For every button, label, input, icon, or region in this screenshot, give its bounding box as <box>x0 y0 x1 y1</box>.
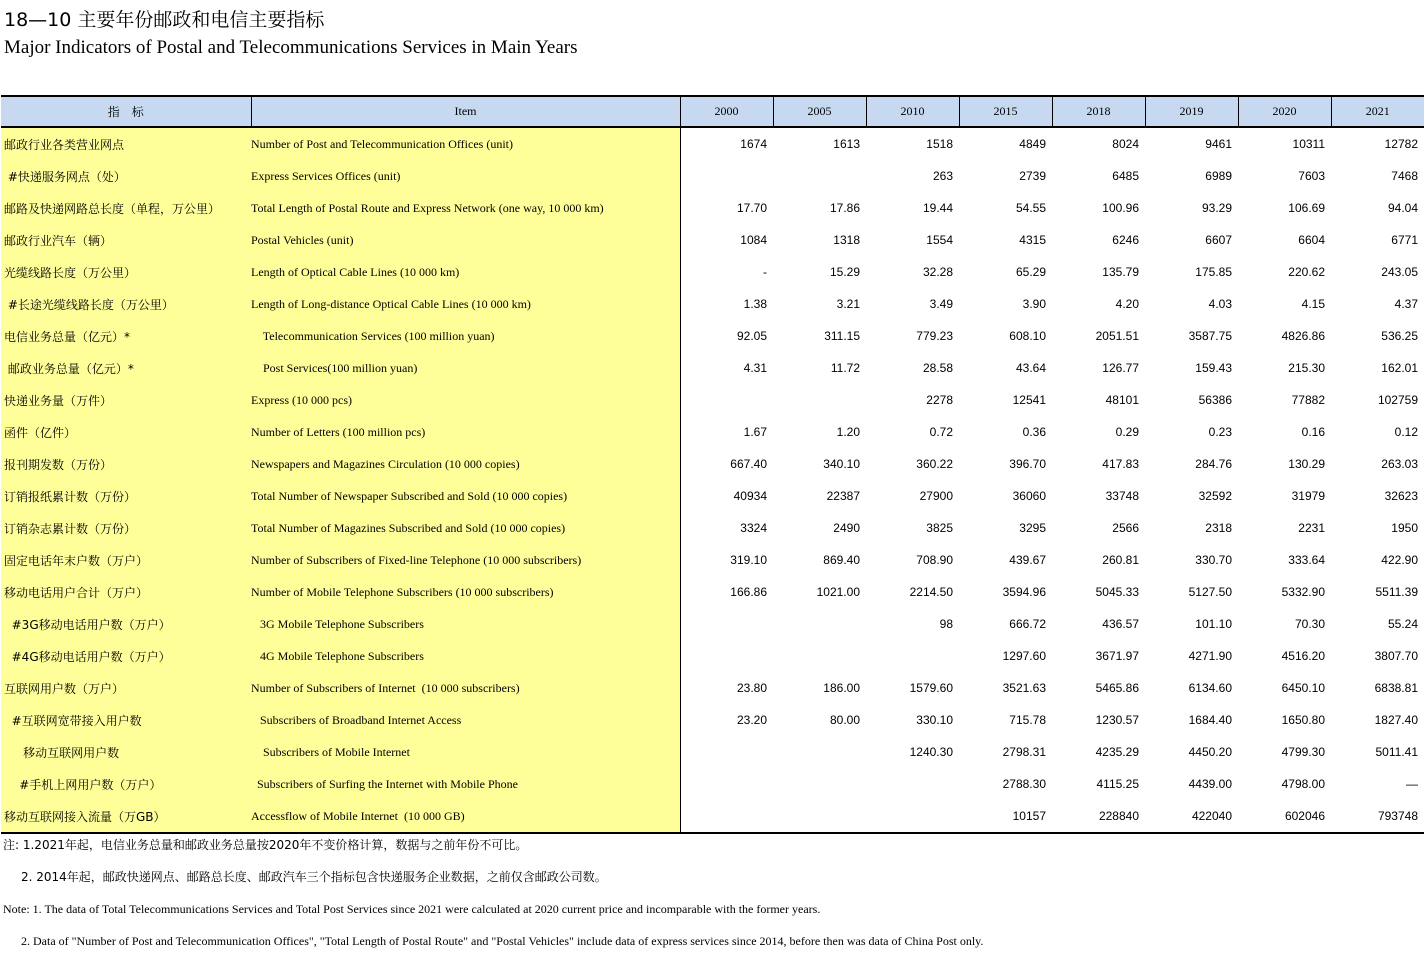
value-cell: 1650.80 <box>1281 713 1325 727</box>
row-label-en: Subscribers of Broadband Internet Access <box>251 704 680 736</box>
value-cell: 417.83 <box>1102 457 1139 471</box>
value-cell: 1684.40 <box>1188 713 1232 727</box>
row-label-en: Length of Optical Cable Lines (10 000 km) <box>251 256 680 288</box>
value-cell <box>680 640 773 672</box>
value-cell: 1674 <box>740 137 767 151</box>
notes <box>3 836 983 964</box>
value-cell: 2231 <box>1298 521 1325 535</box>
value-cell: 715.78 <box>1009 713 1046 727</box>
value-cell: 4235.29 <box>1095 745 1139 759</box>
value-cell <box>680 768 773 800</box>
row-label-en: Subscribers of Surfing the Internet with Mobile Phone <box>251 768 680 800</box>
value-cell: 228840 <box>1052 800 1145 833</box>
value-cell: 215.30 <box>1288 361 1325 375</box>
value-cell <box>773 800 866 833</box>
value-cell: 330.10 <box>916 713 953 727</box>
value-cell: 2739 <box>1019 169 1046 183</box>
value-cell: 1021.00 <box>816 585 860 599</box>
value-cell: 0.36 <box>1022 425 1046 439</box>
value-cell: 2798.31 <box>1002 745 1046 759</box>
row-label-cn: #手机上网用户数（万户） <box>1 768 251 800</box>
value-cell: 436.57 <box>1102 617 1139 631</box>
value-cell: 4439.00 <box>1188 777 1232 791</box>
row-label-en: 3G Mobile Telephone Subscribers <box>251 608 680 640</box>
value-cell <box>773 608 866 640</box>
value-cell <box>866 768 959 800</box>
row-label-en: Number of Post and Telecommunication Offices (unit) <box>251 127 680 160</box>
value-cell: 311.15 <box>824 329 860 343</box>
value-cell: 17.70 <box>736 201 767 215</box>
value-cell: 19.44 <box>922 201 953 215</box>
table-row <box>1 160 1424 192</box>
value-cell: 22387 <box>826 489 860 503</box>
value-cell: 340.10 <box>823 457 860 471</box>
header-year: 2021 <box>1331 96 1424 127</box>
value-cell: 779.23 <box>916 329 953 343</box>
value-cell <box>680 800 773 833</box>
value-cell: 80.00 <box>829 713 860 727</box>
row-label-en: Total Number of Newspaper Subscribed and Sold (10 000 copies) <box>251 480 680 512</box>
row-label-cn: 光缆线路长度（万公里） <box>1 256 251 288</box>
header-row <box>1 96 1424 127</box>
value-cell: 422.90 <box>1381 553 1418 567</box>
value-cell: 77882 <box>1291 393 1325 407</box>
row-label-cn: #快递服务网点（处） <box>1 160 251 192</box>
title-chinese: 18—10 主要年份邮政和电信主要指标 <box>4 9 325 31</box>
table-row <box>1 800 1424 833</box>
value-cell: 6134.60 <box>1188 681 1232 695</box>
value-cell: 2318 <box>1205 521 1232 535</box>
table-row <box>1 672 1424 704</box>
row-label-cn: #4G移动电话用户数（万户） <box>1 640 251 672</box>
table-row <box>1 704 1424 736</box>
header-item: Item <box>251 96 680 127</box>
value-cell: 2490 <box>833 521 860 535</box>
table-row <box>1 256 1424 288</box>
value-cell: 65.29 <box>1015 265 1046 279</box>
value-cell: 5465.86 <box>1095 681 1139 695</box>
value-cell: 4799.30 <box>1281 745 1325 759</box>
row-label-cn: 固定电话年末户数（万户） <box>1 544 251 576</box>
row-label-cn: #3G移动电话用户数（万户） <box>1 608 251 640</box>
value-cell: 101.10 <box>1195 617 1232 631</box>
row-label-cn: 移动电话用户合计（万户） <box>1 576 251 608</box>
value-cell: 1950 <box>1391 521 1418 535</box>
value-cell: 869.40 <box>823 553 860 567</box>
value-cell <box>866 640 959 672</box>
value-cell: 2788.30 <box>1002 777 1046 791</box>
value-cell: 1827.40 <box>1374 713 1418 727</box>
header-year: 2015 <box>959 96 1052 127</box>
table-row <box>1 384 1424 416</box>
value-cell: 6771 <box>1391 233 1418 247</box>
value-cell: 1.67 <box>743 425 767 439</box>
row-label-cn: 移动互联网用户数 <box>1 736 251 768</box>
value-cell: 23.20 <box>736 713 767 727</box>
value-cell: 1240.30 <box>909 745 953 759</box>
value-cell: 17.86 <box>829 201 860 215</box>
row-label-cn: 移动互联网接入流量（万GB） <box>1 800 251 833</box>
value-cell: 31979 <box>1291 489 1325 503</box>
value-cell: 12541 <box>1012 393 1046 407</box>
row-label-cn: 订销报纸累计数（万份） <box>1 480 251 512</box>
value-cell: 333.64 <box>1288 553 1325 567</box>
value-cell: 608.10 <box>1009 329 1046 343</box>
value-cell: 4271.90 <box>1188 649 1232 663</box>
value-cell: 4450.20 <box>1188 745 1232 759</box>
header-year: 2019 <box>1145 96 1238 127</box>
value-cell: 2214.50 <box>909 585 953 599</box>
value-cell: 360.22 <box>916 457 953 471</box>
value-cell: 0.29 <box>1115 425 1139 439</box>
value-cell: 92.05 <box>736 329 767 343</box>
value-cell: 7603 <box>1298 169 1325 183</box>
value-cell: 98 <box>939 617 953 631</box>
value-cell: 2051.51 <box>1095 329 1139 343</box>
value-cell: 166.86 <box>730 585 767 599</box>
row-label-en: Express Services Offices (unit) <box>251 160 680 192</box>
value-cell: 4826.86 <box>1281 329 1325 343</box>
value-cell: 4.37 <box>1394 297 1418 311</box>
table-row <box>1 416 1424 448</box>
row-label-en: Subscribers of Mobile Internet <box>251 736 680 768</box>
value-cell: 330.70 <box>1195 553 1232 567</box>
value-cell: - <box>763 265 767 279</box>
table-row <box>1 224 1424 256</box>
value-cell: 28.58 <box>922 361 953 375</box>
row-label-cn: #长途光缆线路长度（万公里） <box>1 288 251 320</box>
row-label-en: Number of Subscribers of Internet (10 000 subscribers) <box>251 672 680 704</box>
note-line: 2. Data of "Number of Post and Telecommunication Offices", "Total Length of Postal Route" and "Postal Vehicles" include data of express services since 2014, before then was data of China Post only. <box>21 934 984 948</box>
value-cell: 666.72 <box>1009 617 1046 631</box>
value-cell: 1.38 <box>743 297 767 311</box>
value-cell: 6450.10 <box>1281 681 1325 695</box>
row-label-en: Post Services(100 million yuan) <box>251 352 680 384</box>
value-cell: 5511.39 <box>1375 585 1418 599</box>
value-cell: 0.16 <box>1301 425 1325 439</box>
value-cell <box>680 736 773 768</box>
row-label-en: Accessflow of Mobile Internet (10 000 GB) <box>251 800 680 833</box>
table-row <box>1 608 1424 640</box>
value-cell: 3.49 <box>929 297 953 311</box>
value-cell: — <box>1406 777 1418 791</box>
value-cell: 11.72 <box>830 361 860 375</box>
row-label-en: Newspapers and Magazines Circulation (10 000 copies) <box>251 448 680 480</box>
value-cell: 15.29 <box>829 265 860 279</box>
value-cell: 1297.60 <box>1002 649 1046 663</box>
value-cell: 263 <box>932 169 953 183</box>
indicators-table <box>1 95 1424 834</box>
value-cell: 32.28 <box>922 265 953 279</box>
value-cell <box>866 800 959 833</box>
value-cell: 186.00 <box>823 681 860 695</box>
table-row <box>1 288 1424 320</box>
value-cell: 4849 <box>1019 137 1046 151</box>
value-cell <box>680 160 773 192</box>
value-cell: 6246 <box>1112 233 1139 247</box>
value-cell: 27900 <box>919 489 953 503</box>
table-row <box>1 127 1424 160</box>
value-cell: 708.90 <box>916 553 953 567</box>
value-cell: 126.77 <box>1102 361 1139 375</box>
header-year: 2005 <box>773 96 866 127</box>
row-label-cn: 互联网用户数（万户） <box>1 672 251 704</box>
value-cell: 667.40 <box>730 457 767 471</box>
value-cell: 1518 <box>926 137 953 151</box>
table-row <box>1 512 1424 544</box>
value-cell: 284.76 <box>1195 457 1232 471</box>
note-line: 注: 1.2021年起，电信业务总量和邮政业务总量按2020年不变价格计算，数据与之前年份不可比。 <box>3 838 528 852</box>
title-english: Major Indicators of Postal and Telecommunications Services in Main Years <box>4 37 578 58</box>
row-label-cn: #互联网宽带接入用户数 <box>1 704 251 736</box>
value-cell: 23.80 <box>736 681 767 695</box>
value-cell: 1554 <box>926 233 953 247</box>
value-cell: 8024 <box>1112 137 1139 151</box>
value-cell: 43.64 <box>1015 361 1046 375</box>
table-row <box>1 480 1424 512</box>
value-cell: 4.31 <box>743 361 767 375</box>
value-cell: 56386 <box>1198 393 1232 407</box>
value-cell: 6607 <box>1205 233 1232 247</box>
value-cell: 33748 <box>1105 489 1139 503</box>
value-cell: 263.03 <box>1381 457 1418 471</box>
value-cell: 5127.50 <box>1188 585 1232 599</box>
value-cell: 100.96 <box>1102 201 1139 215</box>
row-label-cn: 快递业务量（万件） <box>1 384 251 416</box>
value-cell: 94.04 <box>1387 201 1418 215</box>
value-cell: 260.81 <box>1102 553 1139 567</box>
row-label-cn: 函件（亿件） <box>1 416 251 448</box>
value-cell: 2566 <box>1112 521 1139 535</box>
value-cell: 175.85 <box>1195 265 1232 279</box>
value-cell: 396.70 <box>1009 457 1046 471</box>
row-label-cn: 邮路及快递网路总长度（单程，万公里） <box>1 192 251 224</box>
value-cell: 1.20 <box>836 425 860 439</box>
header-year: 2000 <box>680 96 773 127</box>
value-cell: 4.20 <box>1115 297 1139 311</box>
row-label-en: Total Number of Magazines Subscribed and Sold (10 000 copies) <box>251 512 680 544</box>
row-label-en: Telecommunication Services (100 million yuan) <box>251 320 680 352</box>
value-cell: 4798.00 <box>1281 777 1325 791</box>
row-label-cn: 邮政行业汽车（辆） <box>1 224 251 256</box>
value-cell: 220.62 <box>1288 265 1325 279</box>
header-year: 2018 <box>1052 96 1145 127</box>
value-cell: 5045.33 <box>1095 585 1139 599</box>
table-row <box>1 192 1424 224</box>
value-cell: 243.05 <box>1381 265 1418 279</box>
value-cell: 0.72 <box>929 425 953 439</box>
row-label-en: 4G Mobile Telephone Subscribers <box>251 640 680 672</box>
value-cell: 602046 <box>1238 800 1331 833</box>
value-cell: 319.10 <box>730 553 767 567</box>
note-line: Note: 1. The data of Total Telecommunications Services and Total Post Services since 2021 were calculated at 2020 current price and incomparable with the former years. <box>3 902 821 916</box>
row-label-en: Number of Letters (100 million pcs) <box>251 416 680 448</box>
value-cell: 6485 <box>1112 169 1139 183</box>
value-cell: 1613 <box>833 137 860 151</box>
value-cell: 12782 <box>1384 137 1418 151</box>
value-cell: 536.25 <box>1381 329 1418 343</box>
value-cell: 3587.75 <box>1188 329 1232 343</box>
value-cell: 3.90 <box>1022 297 1046 311</box>
header-year: 2010 <box>866 96 959 127</box>
value-cell: 1084 <box>740 233 767 247</box>
row-label-cn: 电信业务总量（亿元）* <box>1 320 251 352</box>
row-label-en: Express (10 000 pcs) <box>251 384 680 416</box>
value-cell <box>680 608 773 640</box>
row-label-en: Number of Subscribers of Fixed-line Telephone (10 000 subscribers) <box>251 544 680 576</box>
value-cell: 4.15 <box>1301 297 1325 311</box>
value-cell: 3521.63 <box>1002 681 1046 695</box>
value-cell: 162.01 <box>1381 361 1418 375</box>
value-cell: 1318 <box>833 233 860 247</box>
row-label-cn: 邮政行业各类营业网点 <box>1 127 251 160</box>
value-cell: 3671.97 <box>1095 649 1139 663</box>
value-cell: 7468 <box>1391 169 1418 183</box>
value-cell: 10311 <box>1292 137 1325 151</box>
value-cell: 6604 <box>1298 233 1325 247</box>
value-cell: 5332.90 <box>1281 585 1325 599</box>
value-cell: 40934 <box>733 489 767 503</box>
table-row <box>1 768 1424 800</box>
value-cell: 6989 <box>1205 169 1232 183</box>
value-cell: 4516.20 <box>1281 649 1325 663</box>
value-cell: 135.79 <box>1102 265 1139 279</box>
table-row <box>1 544 1424 576</box>
value-cell: 55.24 <box>1387 617 1418 631</box>
value-cell <box>773 384 866 416</box>
value-cell: 102759 <box>1377 393 1418 407</box>
value-cell <box>773 768 866 800</box>
value-cell: 4315 <box>1019 233 1046 247</box>
value-cell: 793748 <box>1331 800 1424 833</box>
row-label-en: Number of Mobile Telephone Subscribers (10 000 subscribers) <box>251 576 680 608</box>
value-cell: 5011.41 <box>1375 745 1418 759</box>
value-cell: 4.03 <box>1208 297 1232 311</box>
table-row <box>1 320 1424 352</box>
row-label-cn: 邮政业务总量（亿元）* <box>1 352 251 384</box>
value-cell: 93.29 <box>1201 201 1232 215</box>
value-cell: 1230.57 <box>1095 713 1139 727</box>
value-cell: 70.30 <box>1294 617 1325 631</box>
header-year: 2020 <box>1238 96 1331 127</box>
value-cell: 4115.25 <box>1096 777 1139 791</box>
value-cell <box>680 384 773 416</box>
row-label-en: Length of Long-distance Optical Cable Lines (10 000 km) <box>251 288 680 320</box>
value-cell: 3594.96 <box>1002 585 1046 599</box>
value-cell: 3807.70 <box>1374 649 1418 663</box>
value-cell: 9461 <box>1205 137 1232 151</box>
value-cell: 422040 <box>1145 800 1238 833</box>
table-row <box>1 448 1424 480</box>
table-row <box>1 640 1424 672</box>
value-cell: 0.23 <box>1208 425 1232 439</box>
table-row <box>1 576 1424 608</box>
value-cell <box>773 640 866 672</box>
value-cell: 3825 <box>926 521 953 535</box>
value-cell: 3.21 <box>836 297 860 311</box>
row-label-cn: 报刊期发数（万份） <box>1 448 251 480</box>
value-cell: 36060 <box>1012 489 1046 503</box>
value-cell <box>773 736 866 768</box>
row-label-en: Postal Vehicles (unit) <box>251 224 680 256</box>
note-line: 2. 2014年起，邮政快递网点、邮路总长度、邮政汽车三个指标包含快递服务企业数据，之前仅含邮政公司数。 <box>21 870 607 884</box>
value-cell: 48101 <box>1105 393 1139 407</box>
value-cell: 6838.81 <box>1374 681 1418 695</box>
value-cell: 54.55 <box>1015 201 1046 215</box>
value-cell: 439.67 <box>1009 553 1046 567</box>
value-cell: 106.69 <box>1288 201 1325 215</box>
value-cell: 0.12 <box>1394 425 1418 439</box>
table-row <box>1 736 1424 768</box>
row-label-cn: 订销杂志累计数（万份） <box>1 512 251 544</box>
value-cell: 3324 <box>740 521 767 535</box>
value-cell: 159.43 <box>1195 361 1232 375</box>
value-cell: 2278 <box>926 393 953 407</box>
value-cell: 3295 <box>1019 521 1046 535</box>
value-cell: 32623 <box>1384 489 1418 503</box>
row-label-en: Total Length of Postal Route and Express Network (one way, 10 000 km) <box>251 192 680 224</box>
value-cell <box>773 160 866 192</box>
table-body <box>1 127 1424 833</box>
value-cell: 10157 <box>959 800 1052 833</box>
value-cell: 32592 <box>1198 489 1232 503</box>
value-cell: 130.29 <box>1288 457 1325 471</box>
table-row <box>1 352 1424 384</box>
header-indicator: 指 标 <box>1 96 251 127</box>
value-cell: 1579.60 <box>909 681 953 695</box>
